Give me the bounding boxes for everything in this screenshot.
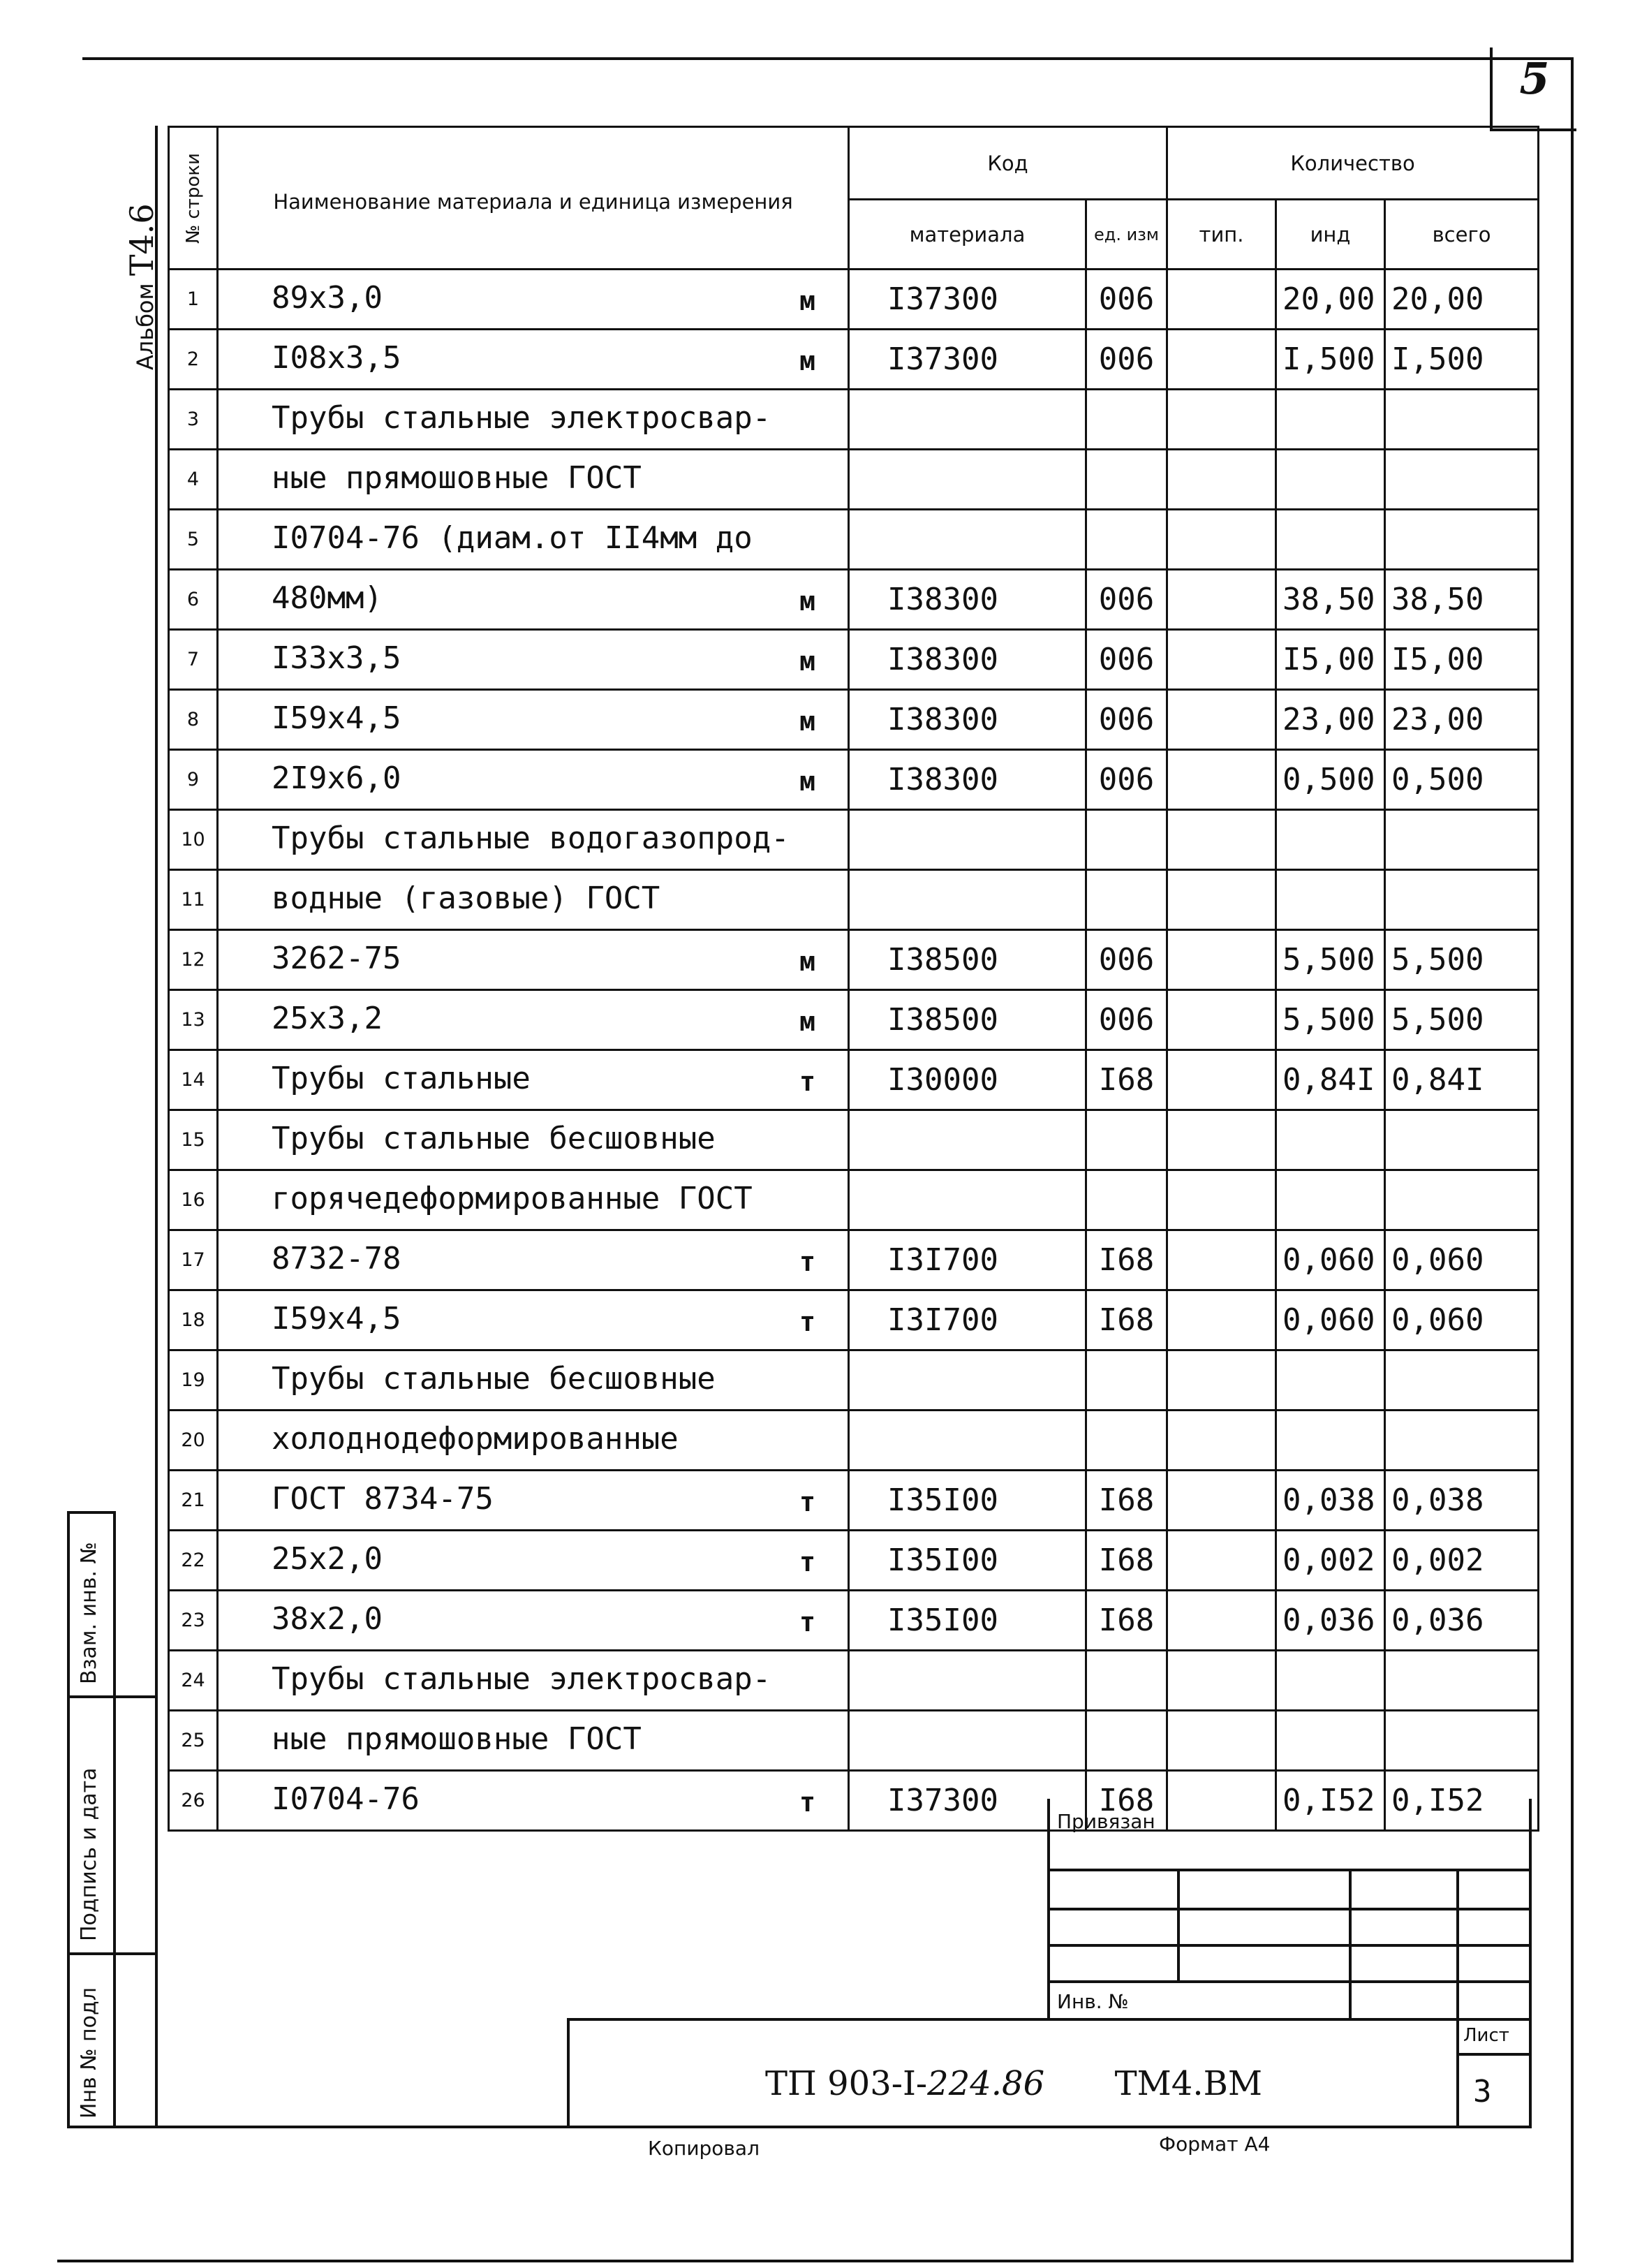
material-code: I38300	[849, 570, 1086, 630]
qty-ind: 0,036	[1276, 1591, 1385, 1651]
qty-ind: 0,500	[1276, 750, 1385, 810]
qty-typ	[1167, 1411, 1276, 1471]
material-name-cell	[218, 990, 849, 1050]
table-row	[169, 330, 1539, 390]
material-name-cell	[218, 1050, 849, 1110]
material-name: Трубы стальные бесшовные	[272, 1361, 716, 1397]
row-number: 16	[169, 1170, 218, 1230]
header-qty-typ: тип.	[1167, 200, 1276, 270]
table-row	[169, 1711, 1539, 1771]
table-row	[169, 570, 1539, 630]
unit-code	[1086, 1651, 1167, 1711]
material-code	[849, 1350, 1086, 1411]
qty-ind: I5,00	[1276, 630, 1385, 690]
material-code: I38300	[849, 750, 1086, 810]
material-code: I30000	[849, 1050, 1086, 1110]
header-qty-ind: инд	[1276, 200, 1385, 270]
qty-typ	[1167, 330, 1276, 390]
material-name-cell	[218, 1110, 849, 1170]
row-number: 25	[169, 1711, 218, 1771]
material-code	[849, 390, 1086, 450]
margin-line-table	[155, 126, 158, 2126]
unit-code: 006	[1086, 270, 1167, 330]
material-name: 8732-78	[272, 1241, 401, 1276]
designation-part-b: 224.86	[927, 2064, 1045, 2103]
material-name-cell	[218, 1170, 849, 1230]
qty-total: 0,036	[1385, 1591, 1539, 1651]
qty-ind: 0,84I	[1276, 1050, 1385, 1110]
qty-total	[1385, 390, 1539, 450]
qty-ind	[1276, 450, 1385, 510]
material-code: I35I00	[849, 1471, 1086, 1531]
row-number: 9	[169, 750, 218, 810]
unit-code: 006	[1086, 570, 1167, 630]
qty-typ	[1167, 1170, 1276, 1230]
qty-total	[1385, 1711, 1539, 1771]
header-qty-total: всего	[1385, 200, 1539, 270]
material-unit: т	[799, 1547, 815, 1577]
qty-ind	[1276, 1711, 1385, 1771]
row-number: 23	[169, 1591, 218, 1651]
material-unit: м	[799, 946, 815, 977]
qty-total: 0,060	[1385, 1290, 1539, 1350]
material-name-cell	[218, 1290, 849, 1350]
material-code: I37300	[849, 270, 1086, 330]
material-unit: м	[799, 346, 815, 376]
qty-typ	[1167, 1290, 1276, 1350]
qty-typ	[1167, 930, 1276, 990]
unit-code	[1086, 870, 1167, 930]
material-name: 38х2,0	[272, 1601, 383, 1637]
material-name: Трубы стальные бесшовные	[272, 1121, 716, 1156]
material-name: холоднодеформированные	[272, 1421, 679, 1457]
material-name-cell	[218, 1591, 849, 1651]
material-code	[849, 1651, 1086, 1711]
unit-code	[1086, 810, 1167, 870]
material-unit: т	[799, 1246, 815, 1277]
qty-total: 0,500	[1385, 750, 1539, 810]
qty-ind: 23,00	[1276, 690, 1385, 750]
material-code	[849, 810, 1086, 870]
margin-top-line	[67, 1511, 116, 1514]
material-name: ные прямошовные ГОСТ	[272, 460, 642, 496]
qty-total	[1385, 1411, 1539, 1471]
material-name-cell	[218, 1651, 849, 1711]
qty-ind	[1276, 1350, 1385, 1411]
qty-total: 5,500	[1385, 990, 1539, 1050]
table-row	[169, 1531, 1539, 1591]
row-number: 18	[169, 1290, 218, 1350]
material-code: I38300	[849, 690, 1086, 750]
material-name: горячедеформированные ГОСТ	[272, 1181, 753, 1216]
material-unit: т	[799, 1787, 815, 1818]
qty-typ	[1167, 570, 1276, 630]
qty-ind	[1276, 810, 1385, 870]
row-number: 15	[169, 1110, 218, 1170]
document-designation	[765, 2064, 1262, 2103]
material-name-cell	[218, 510, 849, 570]
privyazan-label: Привязан	[1057, 1810, 1155, 1833]
qty-ind	[1276, 1651, 1385, 1711]
material-name-cell	[218, 930, 849, 990]
qty-typ	[1167, 810, 1276, 870]
table-row	[169, 1230, 1539, 1290]
material-code: I38300	[849, 630, 1086, 690]
margin-sep-2	[67, 1952, 158, 1955]
qty-typ	[1167, 270, 1276, 330]
qty-typ	[1167, 990, 1276, 1050]
qty-typ	[1167, 1591, 1276, 1651]
unit-code: I68	[1086, 1771, 1167, 1831]
material-unit: м	[799, 706, 815, 737]
table-row	[169, 1290, 1539, 1350]
material-name: Трубы стальные водогазопрод-	[272, 820, 790, 856]
qty-total: 0,060	[1385, 1230, 1539, 1290]
qty-typ	[1167, 450, 1276, 510]
material-code	[849, 1110, 1086, 1170]
qty-typ	[1167, 1651, 1276, 1711]
qty-total: 0,038	[1385, 1471, 1539, 1531]
material-name-cell	[218, 870, 849, 930]
material-code: I38500	[849, 990, 1086, 1050]
unit-code: I68	[1086, 1531, 1167, 1591]
material-unit: т	[799, 1306, 815, 1337]
material-name-cell	[218, 1411, 849, 1471]
table-row	[169, 1471, 1539, 1531]
material-name: I0704-76	[272, 1781, 420, 1817]
unit-code: I68	[1086, 1230, 1167, 1290]
row-number: 4	[169, 450, 218, 510]
list-label: Лист	[1463, 2025, 1509, 2046]
row-number: 26	[169, 1771, 218, 1831]
qty-total	[1385, 810, 1539, 870]
material-code: I37300	[849, 330, 1086, 390]
material-name: I59х4,5	[272, 1301, 401, 1336]
format-label: Формат А4	[1159, 2133, 1271, 2156]
album-label-text: Альбом	[132, 283, 158, 370]
material-name-cell	[218, 1230, 849, 1290]
material-name-cell	[218, 1350, 849, 1411]
material-code: I35I00	[849, 1531, 1086, 1591]
material-unit: м	[799, 766, 815, 797]
qty-ind	[1276, 1170, 1385, 1230]
material-name: I33х3,5	[272, 640, 401, 676]
qty-ind: 5,500	[1276, 990, 1385, 1050]
unit-code: I68	[1086, 1591, 1167, 1651]
material-code	[849, 1170, 1086, 1230]
row-number: 17	[169, 1230, 218, 1290]
table-row	[169, 870, 1539, 930]
margin-line-inner	[113, 1511, 116, 2126]
qty-total: I5,00	[1385, 630, 1539, 690]
qty-total: 0,84I	[1385, 1050, 1539, 1110]
table-row	[169, 1050, 1539, 1110]
material-unit: м	[799, 1006, 815, 1037]
qty-total: 38,50	[1385, 570, 1539, 630]
unit-code: I68	[1086, 1050, 1167, 1110]
table-row	[169, 930, 1539, 990]
table-row	[169, 750, 1539, 810]
copied-label: Копировал	[648, 2137, 760, 2160]
table-row	[169, 810, 1539, 870]
row-number: 22	[169, 1531, 218, 1591]
qty-ind	[1276, 390, 1385, 450]
table-row	[169, 1350, 1539, 1411]
row-number: 12	[169, 930, 218, 990]
header-code-unit: ед. изм	[1086, 200, 1167, 270]
material-name-cell	[218, 390, 849, 450]
material-name-cell	[218, 1771, 849, 1831]
row-number: 19	[169, 1350, 218, 1411]
material-name-cell	[218, 810, 849, 870]
qty-total: 20,00	[1385, 270, 1539, 330]
header-code: Код	[849, 127, 1167, 200]
row-number: 6	[169, 570, 218, 630]
material-name: ные прямошовные ГОСТ	[272, 1721, 642, 1757]
material-name-cell	[218, 750, 849, 810]
qty-typ	[1167, 1771, 1276, 1831]
designation-part-a: ТП 903-I-	[765, 2064, 928, 2103]
table-row	[169, 270, 1539, 330]
qty-ind	[1276, 1110, 1385, 1170]
material-name-cell	[218, 450, 849, 510]
qty-typ	[1167, 510, 1276, 570]
material-name: I0704-76 (диам.от II4мм до	[272, 520, 753, 556]
material-name: водные (газовые) ГОСТ	[272, 881, 660, 916]
unit-code: I68	[1086, 1290, 1167, 1350]
material-code	[849, 1411, 1086, 1471]
qty-ind: 38,50	[1276, 570, 1385, 630]
qty-ind: 20,00	[1276, 270, 1385, 330]
margin-line-outer	[67, 1511, 70, 2126]
row-number: 21	[169, 1471, 218, 1531]
unit-code	[1086, 1350, 1167, 1411]
material-code	[849, 1711, 1086, 1771]
row-number: 8	[169, 690, 218, 750]
row-number: 5	[169, 510, 218, 570]
qty-ind	[1276, 1411, 1385, 1471]
qty-typ	[1167, 1531, 1276, 1591]
unit-code: I68	[1086, 1471, 1167, 1531]
table-row	[169, 630, 1539, 690]
unit-code	[1086, 450, 1167, 510]
qty-ind: 5,500	[1276, 930, 1385, 990]
qty-ind: I,500	[1276, 330, 1385, 390]
material-name-cell	[218, 330, 849, 390]
row-number: 1	[169, 270, 218, 330]
qty-typ	[1167, 1110, 1276, 1170]
qty-typ	[1167, 1050, 1276, 1110]
row-number: 13	[169, 990, 218, 1050]
qty-total: 0,002	[1385, 1531, 1539, 1591]
qty-total: 23,00	[1385, 690, 1539, 750]
qty-total	[1385, 870, 1539, 930]
unit-code: 006	[1086, 330, 1167, 390]
stamp-line-v4	[1456, 1869, 1459, 2126]
table-body	[169, 270, 1539, 1831]
qty-ind: 0,002	[1276, 1531, 1385, 1591]
row-number: 20	[169, 1411, 218, 1471]
material-spec-table	[168, 126, 1539, 1832]
stamp-line-list	[1456, 2053, 1532, 2056]
qty-total	[1385, 1350, 1539, 1411]
unit-code: 006	[1086, 690, 1167, 750]
bottom-frame-line	[57, 2260, 1574, 2262]
header-name: Наименование материала и единица измерения	[218, 127, 849, 270]
unit-code: 006	[1086, 750, 1167, 810]
table-row	[169, 1591, 1539, 1651]
material-name-cell	[218, 270, 849, 330]
qty-total	[1385, 450, 1539, 510]
row-number: 7	[169, 630, 218, 690]
material-code: I3I700	[849, 1230, 1086, 1290]
stamp-line-v3	[1349, 1869, 1352, 2019]
material-code: I3I700	[849, 1290, 1086, 1350]
material-name: 2I9х6,0	[272, 760, 401, 796]
material-code: I37300	[849, 1771, 1086, 1831]
qty-total: I,500	[1385, 330, 1539, 390]
table-row	[169, 450, 1539, 510]
table-row	[169, 1771, 1539, 1831]
margin-sep-1	[67, 1695, 158, 1698]
table-row	[169, 990, 1539, 1050]
material-name-cell	[218, 1471, 849, 1531]
unit-code: 006	[1086, 930, 1167, 990]
material-name-cell	[218, 630, 849, 690]
material-name-cell	[218, 1711, 849, 1771]
inv-no-label: Инв. №	[1057, 1990, 1129, 2013]
qty-total: 0,I52	[1385, 1771, 1539, 1831]
qty-ind: 0,060	[1276, 1230, 1385, 1290]
material-name: I59х4,5	[272, 700, 401, 736]
qty-typ	[1167, 750, 1276, 810]
unit-code: 006	[1086, 630, 1167, 690]
material-unit: м	[799, 286, 815, 316]
material-code	[849, 870, 1086, 930]
stamp-line-v5	[567, 2018, 570, 2126]
qty-ind: 0,I52	[1276, 1771, 1385, 1831]
vzam-inv-label: Взам. инв. №	[77, 1542, 101, 1684]
material-unit: м	[799, 646, 815, 677]
row-number: 14	[169, 1050, 218, 1110]
qty-total	[1385, 510, 1539, 570]
header-quantity: Количество	[1167, 127, 1539, 200]
material-unit: т	[799, 1487, 815, 1517]
stamp-line-v2	[1177, 1869, 1180, 1980]
qty-typ	[1167, 1350, 1276, 1411]
material-name: 25х3,2	[272, 1001, 383, 1036]
material-code: I38500	[849, 930, 1086, 990]
qty-typ	[1167, 630, 1276, 690]
row-number: 3	[169, 390, 218, 450]
unit-code	[1086, 510, 1167, 570]
table-row	[169, 1110, 1539, 1170]
qty-ind	[1276, 510, 1385, 570]
qty-typ	[1167, 1711, 1276, 1771]
unit-code	[1086, 390, 1167, 450]
material-name-cell	[218, 1531, 849, 1591]
qty-total	[1385, 1110, 1539, 1170]
material-name: 25х2,0	[272, 1541, 383, 1577]
inv-podl-label: Инв № подл	[77, 1987, 101, 2119]
material-name-cell	[218, 690, 849, 750]
qty-typ	[1167, 390, 1276, 450]
list-value: 3	[1473, 2074, 1492, 2109]
qty-total	[1385, 1170, 1539, 1230]
row-number: 11	[169, 870, 218, 930]
material-name: 89х3,0	[272, 280, 383, 316]
sheet-corner-number: 5	[1519, 53, 1550, 104]
material-name: Трубы стальные электросвар-	[272, 1661, 771, 1697]
qty-typ	[1167, 870, 1276, 930]
material-unit: т	[799, 1607, 815, 1637]
material-name: 3262-75	[272, 941, 401, 976]
album-code: T4.6	[123, 203, 161, 277]
margin-bottom-line	[67, 2126, 1532, 2128]
unit-code	[1086, 1711, 1167, 1771]
row-number: 24	[169, 1651, 218, 1711]
table-row	[169, 1651, 1539, 1711]
qty-ind: 0,038	[1276, 1471, 1385, 1531]
sheet-corner-box	[1490, 47, 1576, 131]
qty-typ	[1167, 1471, 1276, 1531]
header-row-no: № строки	[169, 127, 218, 270]
table-row	[169, 510, 1539, 570]
stamp-line-h5	[567, 2018, 1532, 2021]
material-name: 480мм)	[272, 580, 383, 616]
right-frame-line	[1571, 57, 1574, 2261]
unit-code	[1086, 1411, 1167, 1471]
unit-code	[1086, 1110, 1167, 1170]
qty-total	[1385, 1651, 1539, 1711]
qty-typ	[1167, 1230, 1276, 1290]
material-name: ГОСТ 8734-75	[272, 1481, 494, 1517]
material-code	[849, 450, 1086, 510]
table-row	[169, 390, 1539, 450]
stamp-line-right	[1529, 1799, 1532, 2126]
material-code: I35I00	[849, 1591, 1086, 1651]
table-row	[169, 690, 1539, 750]
qty-ind: 0,060	[1276, 1290, 1385, 1350]
material-unit: м	[799, 586, 815, 617]
qty-ind	[1276, 870, 1385, 930]
unit-code: 006	[1086, 990, 1167, 1050]
table-row	[169, 1170, 1539, 1230]
table-row	[169, 1411, 1539, 1471]
material-name-cell	[218, 570, 849, 630]
qty-total: 5,500	[1385, 930, 1539, 990]
row-number: 10	[169, 810, 218, 870]
material-name: Трубы стальные электросвар-	[272, 400, 771, 436]
unit-code	[1086, 1170, 1167, 1230]
header-code-material: материала	[849, 200, 1086, 270]
top-frame-line	[82, 57, 1574, 60]
material-name: I08х3,5	[272, 340, 401, 376]
row-number: 2	[169, 330, 218, 390]
designation-part-c: ТМ4.ВМ	[1114, 2064, 1263, 2103]
qty-typ	[1167, 690, 1276, 750]
material-name: Трубы стальные	[272, 1061, 531, 1096]
material-unit: т	[799, 1066, 815, 1097]
podpis-data-label: Подпись и дата	[77, 1767, 101, 1941]
material-code	[849, 510, 1086, 570]
